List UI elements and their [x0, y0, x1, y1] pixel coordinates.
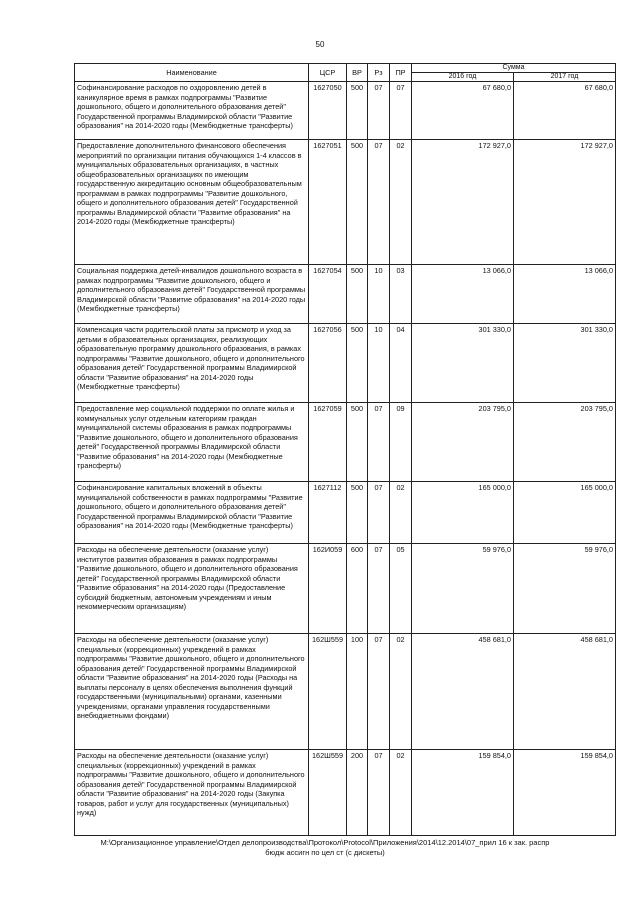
footer-line-2: бюдж ассигн по цел ст (с дискеты)	[265, 848, 385, 857]
cell-sum-2017: 301 330,0	[514, 324, 616, 403]
cell-sum-2016: 159 854,0	[412, 750, 514, 836]
cell-vr: 500	[347, 482, 368, 544]
cell-sum-2016: 301 330,0	[412, 324, 514, 403]
cell-rz: 10	[368, 265, 390, 324]
cell-sum-2017: 67 680,0	[514, 82, 616, 140]
cell-sum-2016: 13 066,0	[412, 265, 514, 324]
table-row	[75, 324, 616, 403]
cell-rz: 07	[368, 482, 390, 544]
cell-rz: 10	[368, 324, 390, 403]
cell-pr: 02	[390, 140, 412, 265]
cell-vr: 600	[347, 544, 368, 634]
header-name: Наименование	[75, 64, 309, 82]
cell-vr: 500	[347, 140, 368, 265]
cell-name: Расходы на обеспечение деятельности (оказание услуг) специальных (коррекционных) учреждений в рамках подпрограммы "Развитие дошкольного, общего и дополнительного образования детей" Государственной программы Владимирской области "Развитие образования" на 2014-2020 годы (Расходы на выплаты персоналу в целях обеспечения выполнения функций государственными (муниципальными) органами, казенными учреждениями, органами управления государственными внебюджетными фондами)	[75, 634, 309, 750]
table-row	[75, 265, 616, 324]
cell-pr: 05	[390, 544, 412, 634]
cell-sum-2016: 172 927,0	[412, 140, 514, 265]
cell-pr: 03	[390, 265, 412, 324]
cell-csr: 162И059	[309, 544, 347, 634]
page-number: 50	[315, 40, 325, 49]
cell-csr: 1627050	[309, 82, 347, 140]
header-rz: Рз	[368, 64, 390, 82]
cell-sum-2017: 59 976,0	[514, 544, 616, 634]
cell-sum-2016: 59 976,0	[412, 544, 514, 634]
cell-csr: 162Ш559	[309, 634, 347, 750]
header-year-2017: 2017 год	[514, 73, 616, 82]
cell-rz: 07	[368, 82, 390, 140]
table-row	[75, 634, 616, 750]
header-pr: ПР	[390, 64, 412, 82]
cell-sum-2016: 67 680,0	[412, 82, 514, 140]
cell-name: Расходы на обеспечение деятельности (оказание услуг) специальных (коррекционных) учреждений в рамках подпрограммы "Развитие дошкольного, общего и дополнительного образования детей" Государственной программы Владимирской области "Развитие образования" на 2014-2020 годы (Закупка товаров, работ и услуг для государственных (муниципальных) нужд)	[75, 750, 309, 836]
cell-sum-2017: 203 795,0	[514, 403, 616, 482]
budget-table	[74, 63, 616, 836]
cell-sum-2016: 203 795,0	[412, 403, 514, 482]
cell-sum-2017: 172 927,0	[514, 140, 616, 265]
cell-rz: 07	[368, 634, 390, 750]
cell-sum-2017: 165 000,0	[514, 482, 616, 544]
header-sum: Сумма	[412, 64, 616, 73]
cell-sum-2017: 13 066,0	[514, 265, 616, 324]
cell-rz: 07	[368, 140, 390, 265]
cell-vr: 100	[347, 634, 368, 750]
header-vr: ВР	[347, 64, 368, 82]
cell-name: Софинансирование капитальных вложений в объекты муниципальной собственности в рамках подпрограммы "Развитие дошкольного, общего и дополнительного образования детей" Государственной программы Владимирской области "Развитие образования" на 2014-2020 годы (Межбюджетные трансферты)	[75, 482, 309, 544]
table-row	[75, 482, 616, 544]
cell-pr: 07	[390, 82, 412, 140]
cell-csr: 1627112	[309, 482, 347, 544]
cell-rz: 07	[368, 403, 390, 482]
cell-csr: 1627051	[309, 140, 347, 265]
cell-rz: 07	[368, 750, 390, 836]
cell-name: Софинансирование расходов по оздоровлению детей в каникулярное время в рамках подпрограммы "Развитие дошкольного, общего и дополнительного образования детей" Государственной программы Владимирской области "Развитие образования" на 2014-2020 годы (Межбюджетные трансферты)	[75, 82, 309, 140]
cell-name: Компенсация части родительской платы за присмотр и уход за детьми в образовательных организациях, реализующих образовательную программу дошкольного образования, в рамках подпрограммы "Развитие дошкольного, общего и дополнительного образования детей" Государственной программы Владимирской области "Развитие образования" на 2014-2020 годы (Межбюджетные трансферты)	[75, 324, 309, 403]
cell-csr: 1627056	[309, 324, 347, 403]
cell-csr: 162Ш559	[309, 750, 347, 836]
cell-vr: 500	[347, 265, 368, 324]
footer-line-1: М:\Организационное управление\Отдел делопроизводства\Протокол\Protocol\Приложения\2014\12.2014\07_прил 16 к зак. распр	[100, 838, 550, 847]
cell-sum-2016: 165 000,0	[412, 482, 514, 544]
table-row	[75, 544, 616, 634]
table-row	[75, 140, 616, 265]
cell-csr: 1627059	[309, 403, 347, 482]
cell-sum-2016: 458 681,0	[412, 634, 514, 750]
cell-name: Предоставление дополнительного финансового обеспечения мероприятий по организации питания обучающихся 1-4 классов в муниципальных образовательных организациях, в частных общеобразовательных организациях по имеющим государственную аккредитацию основным общеобразовательным программам в рамках подпрограммы "Развитие дошкольного, общего и дополнительного образования детей" Государственной программы Владимирской области "Развитие образования" на 2014-2020 годы (Межбюджетные трансферты)	[75, 140, 309, 265]
table-row	[75, 82, 616, 140]
cell-name: Расходы на обеспечение деятельности (оказание услуг) институтов развития образования в рамках подпрограммы "Развитие дошкольного, общего и дополнительного образования детей" Государственной программы Владимирской области "Развитие образования" на 2014-2020 годы (Предоставление субсидий бюджетным, автономным учреждениям и иным некоммерческим организациям)	[75, 544, 309, 634]
table-row	[75, 750, 616, 836]
cell-name: Предоставление мер социальной поддержки по оплате жилья и коммунальных услуг отдельным категориям граждан муниципальной системы образования в рамках подпрограммы "Развитие дошкольного, общего и дополнительного образования детей" Государственной программы Владимирской области "Развитие образования" на 2014-2020 годы (Межбюджетные трансферты)	[75, 403, 309, 482]
cell-pr: 09	[390, 403, 412, 482]
cell-sum-2017: 458 681,0	[514, 634, 616, 750]
table-row	[75, 403, 616, 482]
cell-pr: 02	[390, 634, 412, 750]
cell-vr: 500	[347, 403, 368, 482]
cell-rz: 07	[368, 544, 390, 634]
cell-pr: 02	[390, 750, 412, 836]
header-csr: ЦСР	[309, 64, 347, 82]
cell-pr: 02	[390, 482, 412, 544]
cell-csr: 1627054	[309, 265, 347, 324]
cell-name: Социальная поддержка детей-инвалидов дошкольного возраста в рамках подпрограммы "Развитие дошкольного, общего и дополнительного образования детей" Государственной программы Владимирской области "Развитие образования" на 2014-2020 годы (Межбюджетные трансферты)	[75, 265, 309, 324]
footer-file-path	[60, 838, 590, 858]
header-year-2016: 2016 год	[412, 73, 514, 82]
cell-pr: 04	[390, 324, 412, 403]
cell-vr: 500	[347, 324, 368, 403]
cell-vr: 500	[347, 82, 368, 140]
cell-sum-2017: 159 854,0	[514, 750, 616, 836]
cell-vr: 200	[347, 750, 368, 836]
